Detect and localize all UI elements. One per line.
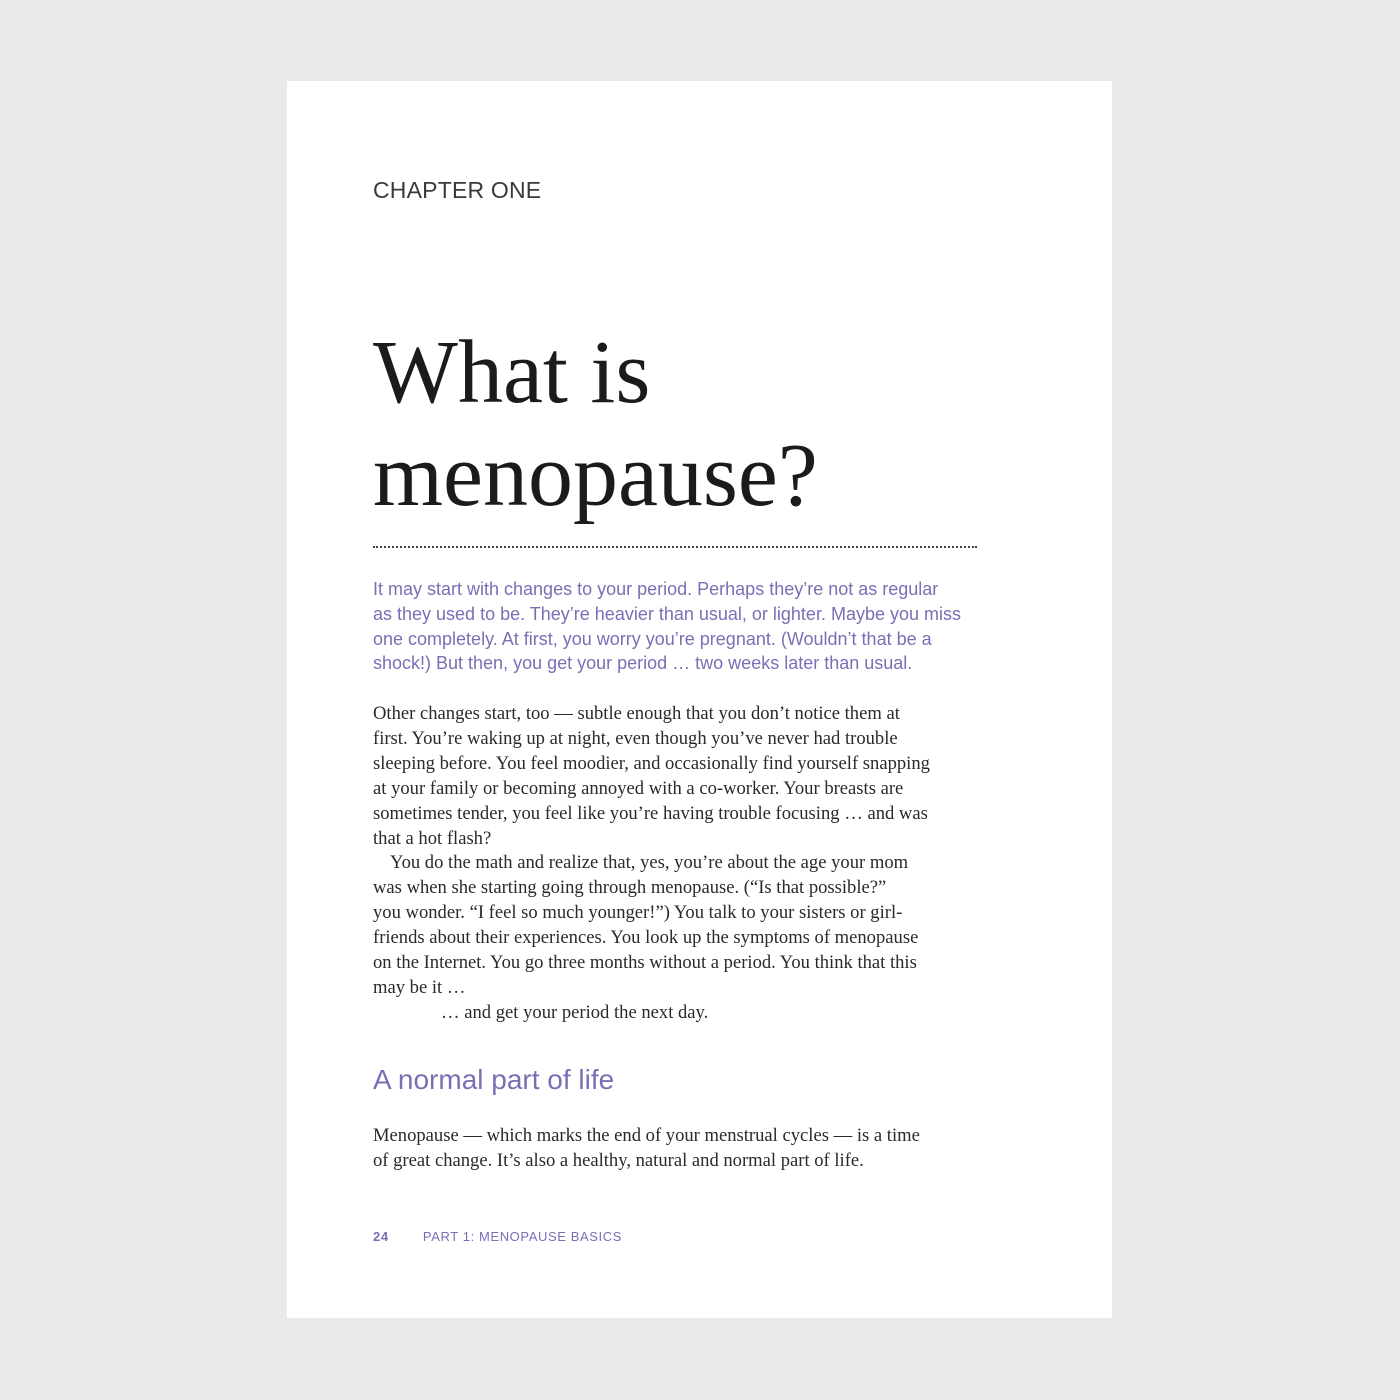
body-line: friends about their experiences. You look up the symptoms of menopause xyxy=(373,927,919,949)
body-line: sleeping before. You feel moodier, and occasionally find yourself snapping xyxy=(373,752,930,774)
page-footer xyxy=(373,1229,622,1244)
chapter-title xyxy=(373,321,993,527)
body-text xyxy=(373,702,983,1026)
body-line: was when she starting going through menopause. (“Is that possible?” xyxy=(373,877,887,899)
page-number: 24 xyxy=(373,1229,389,1244)
body-line: Menopause — which marks the end of your menstrual cycles — is a time xyxy=(373,1125,920,1146)
body-line: sometimes tender, you feel like you’re having trouble focusing … and was xyxy=(373,802,928,824)
intro-line: It may start with changes to your period. Perhaps they’re not as regular xyxy=(373,579,939,599)
body-line: … and get your period the next day. xyxy=(441,1001,709,1023)
intro-paragraph xyxy=(373,577,983,676)
body-line: first. You’re waking up at night, even though you’ve never had trouble xyxy=(373,727,898,749)
book-page xyxy=(287,81,1112,1318)
dotted-divider xyxy=(373,546,977,548)
chapter-title-line: menopause? xyxy=(373,426,818,525)
chapter-label: CHAPTER ONE xyxy=(373,177,542,203)
intro-line: one completely. At first, you worry you’re pregnant. (Wouldn’t that be a xyxy=(373,628,932,649)
body-line: on the Internet. You go three months without a period. You think that this xyxy=(373,952,917,974)
intro-line: as they used to be. They’re heavier than usual, or lighter. Maybe you miss xyxy=(373,603,961,624)
body-line: at your family or becoming annoyed with a co-worker. Your breasts are xyxy=(373,777,904,799)
intro-line: shock!) But then, you get your period … two weeks later than usual. xyxy=(373,653,913,674)
body-line: that a hot flash? xyxy=(373,827,492,849)
body-line: Other changes start, too — subtle enough that you don’t notice them at xyxy=(373,703,900,724)
body-line: You do the math and realize that, yes, you’re about the age your mom xyxy=(390,852,909,874)
chapter-title-line: What is xyxy=(373,323,651,422)
body-line: of great change. It’s also a healthy, natural and normal part of life. xyxy=(373,1149,864,1171)
section-body xyxy=(373,1124,983,1174)
running-head: PART 1: MENOPAUSE BASICS xyxy=(422,1229,622,1244)
section-heading: A normal part of life xyxy=(373,1064,615,1095)
body-line: you wonder. “I feel so much younger!”) You talk to your sisters or girl- xyxy=(373,902,903,924)
body-line: may be it … xyxy=(373,976,466,998)
